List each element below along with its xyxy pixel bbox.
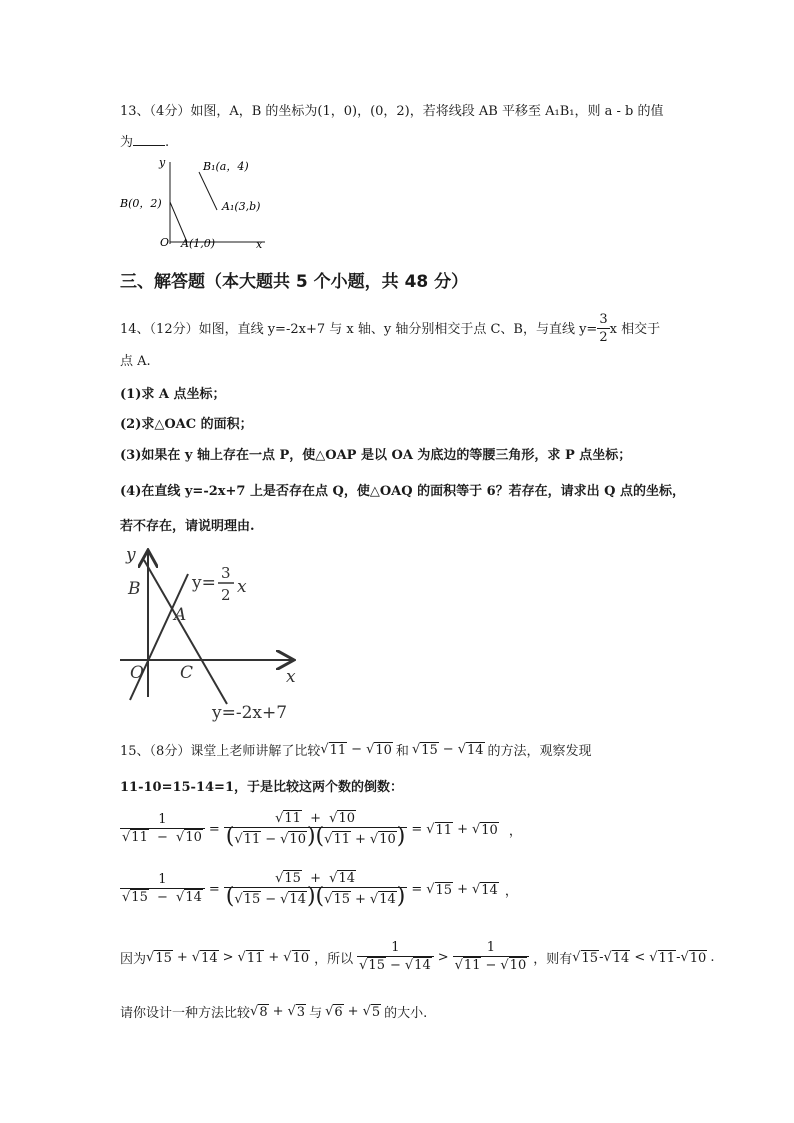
- numerator: √ 15 + √ 14: [224, 870, 408, 887]
- numerator: 1: [158, 812, 167, 827]
- q14-label-x: x: [286, 667, 296, 687]
- final-text-a: 请你设计一种方法比较: [120, 1006, 251, 1021]
- numerator: 1: [158, 872, 167, 887]
- sqrt-10: 10: [185, 830, 202, 845]
- q14-label-y: y: [126, 545, 136, 565]
- denominator: (√ 11 −√ 10)(√ 11 +√ 10): [224, 827, 408, 849]
- equation-fraction: [453, 940, 530, 975]
- q14-stem-line2: 点 A.: [120, 354, 151, 369]
- denominator: √ 15 − √ 14: [120, 888, 205, 907]
- sqrt-15: 15: [421, 742, 438, 758]
- q14-part4b: 若不存在，请说明理由.: [120, 519, 255, 534]
- sqrt-11: 11: [435, 822, 453, 838]
- sqrt-11: 11: [131, 830, 148, 845]
- sqrt-14: 14: [289, 892, 306, 907]
- sqrt-11: 11: [658, 950, 676, 966]
- answer-blank: [133, 133, 165, 146]
- q13-label-y: y: [159, 156, 166, 169]
- q14-figure: [112, 542, 312, 727]
- q13-label-b1: B₁(a，4): [203, 160, 249, 173]
- q14-label-a: A: [174, 605, 187, 625]
- final-text-c: 的大小.: [384, 1006, 428, 1021]
- numerator: √ 11 + √ 10: [224, 810, 408, 827]
- sqrt-10: 10: [689, 950, 707, 966]
- q14-label-line1-var: x: [237, 577, 247, 597]
- q14-fraction: [597, 312, 609, 347]
- denominator: √ 11 −√ 10: [453, 956, 530, 975]
- comma: ，: [508, 824, 522, 839]
- sqrt-15: 15: [155, 950, 172, 966]
- q13-line2-prefix: 为: [120, 135, 134, 150]
- sqrt-10: 10: [289, 832, 306, 847]
- q14-label-line1-num: 3: [221, 564, 231, 582]
- q13-segment-ab: [170, 202, 187, 242]
- q13-label-origin: O: [160, 236, 170, 249]
- because-text: 因为: [120, 952, 147, 967]
- q14-part4: (4)在直线 y=-2x+7 上是否存在点 Q，使△OAQ 的面积等于 6？若存在，请求出 Q 点的坐标，: [120, 484, 686, 499]
- sqrt-15: 15: [581, 950, 599, 966]
- sqrt-14: 14: [481, 882, 498, 898]
- equation-fraction: [120, 872, 205, 907]
- denominator: √ 11 − √ 10: [120, 828, 205, 847]
- sqrt-sign: [320, 742, 328, 757]
- denominator: (√ 15 −√ 14)(√ 15 +√ 14): [224, 887, 408, 909]
- q15-line1-a: 15、（8分）课堂上老师讲解了比较: [120, 744, 321, 759]
- q14-line1-suffix: x 相交于: [609, 321, 661, 337]
- sqrt-15: 15: [368, 958, 385, 973]
- equation-fraction: [357, 940, 434, 975]
- q14-part3: (3)如果在 y 轴上存在一点 P，使△OAP 是以 OA 为底边的等腰三角形，求 P 点坐标；: [120, 448, 632, 463]
- sqrt-10: 10: [375, 742, 392, 758]
- q14-label-line2: y=-2x+7: [212, 703, 288, 723]
- sqrt-sign: [458, 742, 466, 757]
- sqrt-15: 15: [435, 882, 453, 898]
- q14-part2: (2)求△OAC 的面积；: [120, 417, 253, 432]
- q15-equation-2: 1 √ 15 − √ 14 = √ $\frac{15 + √ 14}{(√ 15 -√ 14)(√ 15 +√ 14)}$ = √ 15 + √ 14 ，: [120, 870, 518, 909]
- so-text: ，所以: [314, 952, 354, 967]
- q13-segment-a1b1: [199, 172, 217, 210]
- sqrt-15: 15: [243, 892, 261, 907]
- sqrt-15: 15: [284, 871, 301, 886]
- sqrt-14: 14: [201, 950, 218, 966]
- sqrt-10: 10: [481, 822, 498, 838]
- q15-stem-line2: 11-10=15-14=1，于是比较这两个数的倒数：: [120, 780, 403, 795]
- sqrt-14: 14: [612, 950, 630, 966]
- q13-stem-line2: [120, 133, 169, 153]
- sqrt-15: 15: [333, 892, 350, 907]
- equation-fraction: [224, 870, 408, 909]
- section-heading: 三、解答题（本大题共 5 个小题，共 48 分）: [120, 272, 469, 292]
- sqrt-14: 14: [379, 892, 396, 907]
- q13-label-a1: A₁(3,b): [222, 200, 261, 213]
- q15-stem-line1: 15、（8分）课堂上老师讲解了比较 √ 11 − √ 10 和 √ 15 − √ 14 的方法，观察发现: [120, 740, 592, 759]
- q14-label-o: O: [130, 663, 144, 683]
- sqrt-5: 5: [371, 1004, 381, 1020]
- numerator: 1: [486, 940, 496, 955]
- equation-fraction: [224, 810, 408, 849]
- sqrt-10: 10: [379, 832, 396, 847]
- sqrt-10: 10: [509, 958, 527, 973]
- q14-part1: (1)求 A 点坐标；: [120, 387, 226, 402]
- sqrt-sign: [412, 742, 420, 757]
- sqrt-8: 8: [259, 1004, 268, 1020]
- q14-frac-den: 2: [599, 330, 608, 345]
- sqrt-14: 14: [414, 958, 431, 973]
- sqrt-11: 11: [284, 811, 301, 826]
- q14-stem-line1: [120, 312, 660, 347]
- denominator: √ 15 −√ 14: [357, 956, 434, 975]
- sqrt-11: 11: [243, 832, 261, 847]
- sqrt-11: 11: [463, 958, 481, 973]
- sqrt-14: 14: [185, 890, 202, 905]
- sqrt-sign: [366, 742, 374, 757]
- equation-fraction: [120, 812, 205, 847]
- q13-figure: [115, 152, 275, 252]
- q13-stem-line1: 13、（4分）如图，A，B 的坐标为(1，0)，(0，2)，若将线段 AB 平移至 A₁B₁，则 a - b 的值: [120, 104, 664, 119]
- q15-line1-c: 的方法，观察发现: [487, 744, 592, 759]
- q14-label-b: B: [128, 579, 141, 599]
- q14-label-line1-den: 2: [221, 586, 231, 604]
- q14-label-c: C: [180, 663, 194, 683]
- sqrt-14: 14: [338, 871, 355, 886]
- q15-comparison-line: 因为 √ 15 + √ 14 > √ 11 + √ 10 ，所以 1 √ 15 −√ 14 > 1 √ 11 −√ 10 ，则有 √ 15 - √ 14 < √ 11 - √ 10 .: [120, 940, 714, 975]
- q15-final-task: 请你设计一种方法比较 √ 8 + √ 3 与 √ 6 + √ 5 的大小.: [120, 1002, 427, 1021]
- q14-label-line1-prefix: y=: [192, 573, 216, 593]
- sqrt-11: 11: [329, 742, 347, 758]
- sqrt-14: 14: [466, 742, 484, 758]
- sqrt-6: 6: [334, 1004, 343, 1020]
- sqrt-11: 11: [333, 832, 350, 847]
- then-text: ，则有: [533, 952, 573, 967]
- final-text-b: 与: [309, 1006, 323, 1021]
- comma: ，: [504, 884, 518, 899]
- q15-equation-1: 1 √ 11 − √ 10 = √ $\frac{11 + √ 10}{(√ 11 -√ 10)(√ 11 +√ 10)}$ = √ 11 + √ 10 ，: [120, 810, 522, 849]
- q13-label-x: x: [256, 238, 263, 251]
- q14-frac-num: 3: [599, 312, 608, 327]
- sqrt-10: 10: [292, 950, 310, 966]
- q13-label-a: A(1,0): [181, 237, 216, 250]
- numerator: 1: [391, 940, 400, 955]
- sqrt-15: 15: [131, 890, 148, 905]
- sqrt-10: 10: [338, 811, 355, 826]
- sqrt-3: 3: [296, 1004, 306, 1020]
- period: .: [710, 950, 715, 965]
- sqrt-11: 11: [246, 950, 264, 966]
- q13-line2-suffix: .: [165, 135, 170, 150]
- q15-line1-b: 和: [395, 744, 409, 759]
- q13-label-b: B(0，2): [120, 197, 162, 210]
- q14-line1-prefix: 14、（12分）如图，直线 y=-2x+7 与 x 轴、y 轴分别相交于点 C、B，与直线 y=: [120, 321, 598, 337]
